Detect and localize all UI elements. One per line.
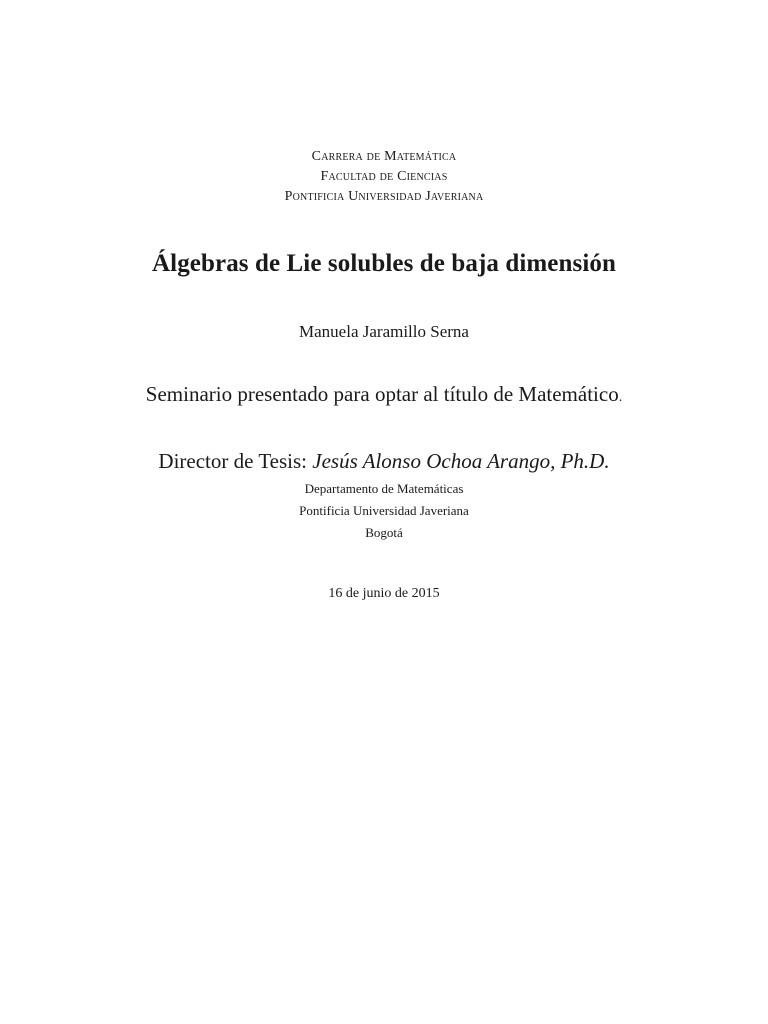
institution-faculty: Facultad de Ciencias bbox=[320, 169, 448, 184]
degree-period: . bbox=[618, 390, 623, 405]
document-title: Álgebras de Lie solubles de baja dimensión bbox=[152, 250, 616, 277]
affiliation-city: Bogotá bbox=[365, 525, 403, 540]
affiliation-university: Pontificia Universidad Javeriana bbox=[299, 503, 469, 518]
affiliation-department: Departamento de Matemáticas bbox=[304, 481, 464, 496]
degree-text: Seminario presentado para optar al título de Matemático bbox=[145, 382, 619, 406]
director-name: Jesús Alonso Ochoa Arango, Ph.D. bbox=[312, 449, 610, 473]
thesis-director bbox=[0, 449, 768, 474]
degree-statement bbox=[0, 382, 768, 407]
institution-program: Carrera de Matemática bbox=[311, 149, 457, 164]
author-name: Manuela Jaramillo Serna bbox=[299, 322, 469, 341]
institution-university: Pontificia Universidad Javeriana bbox=[284, 189, 484, 204]
director-label: Director de Tesis: bbox=[158, 449, 308, 473]
document-date: 16 de junio de 2015 bbox=[328, 586, 440, 601]
